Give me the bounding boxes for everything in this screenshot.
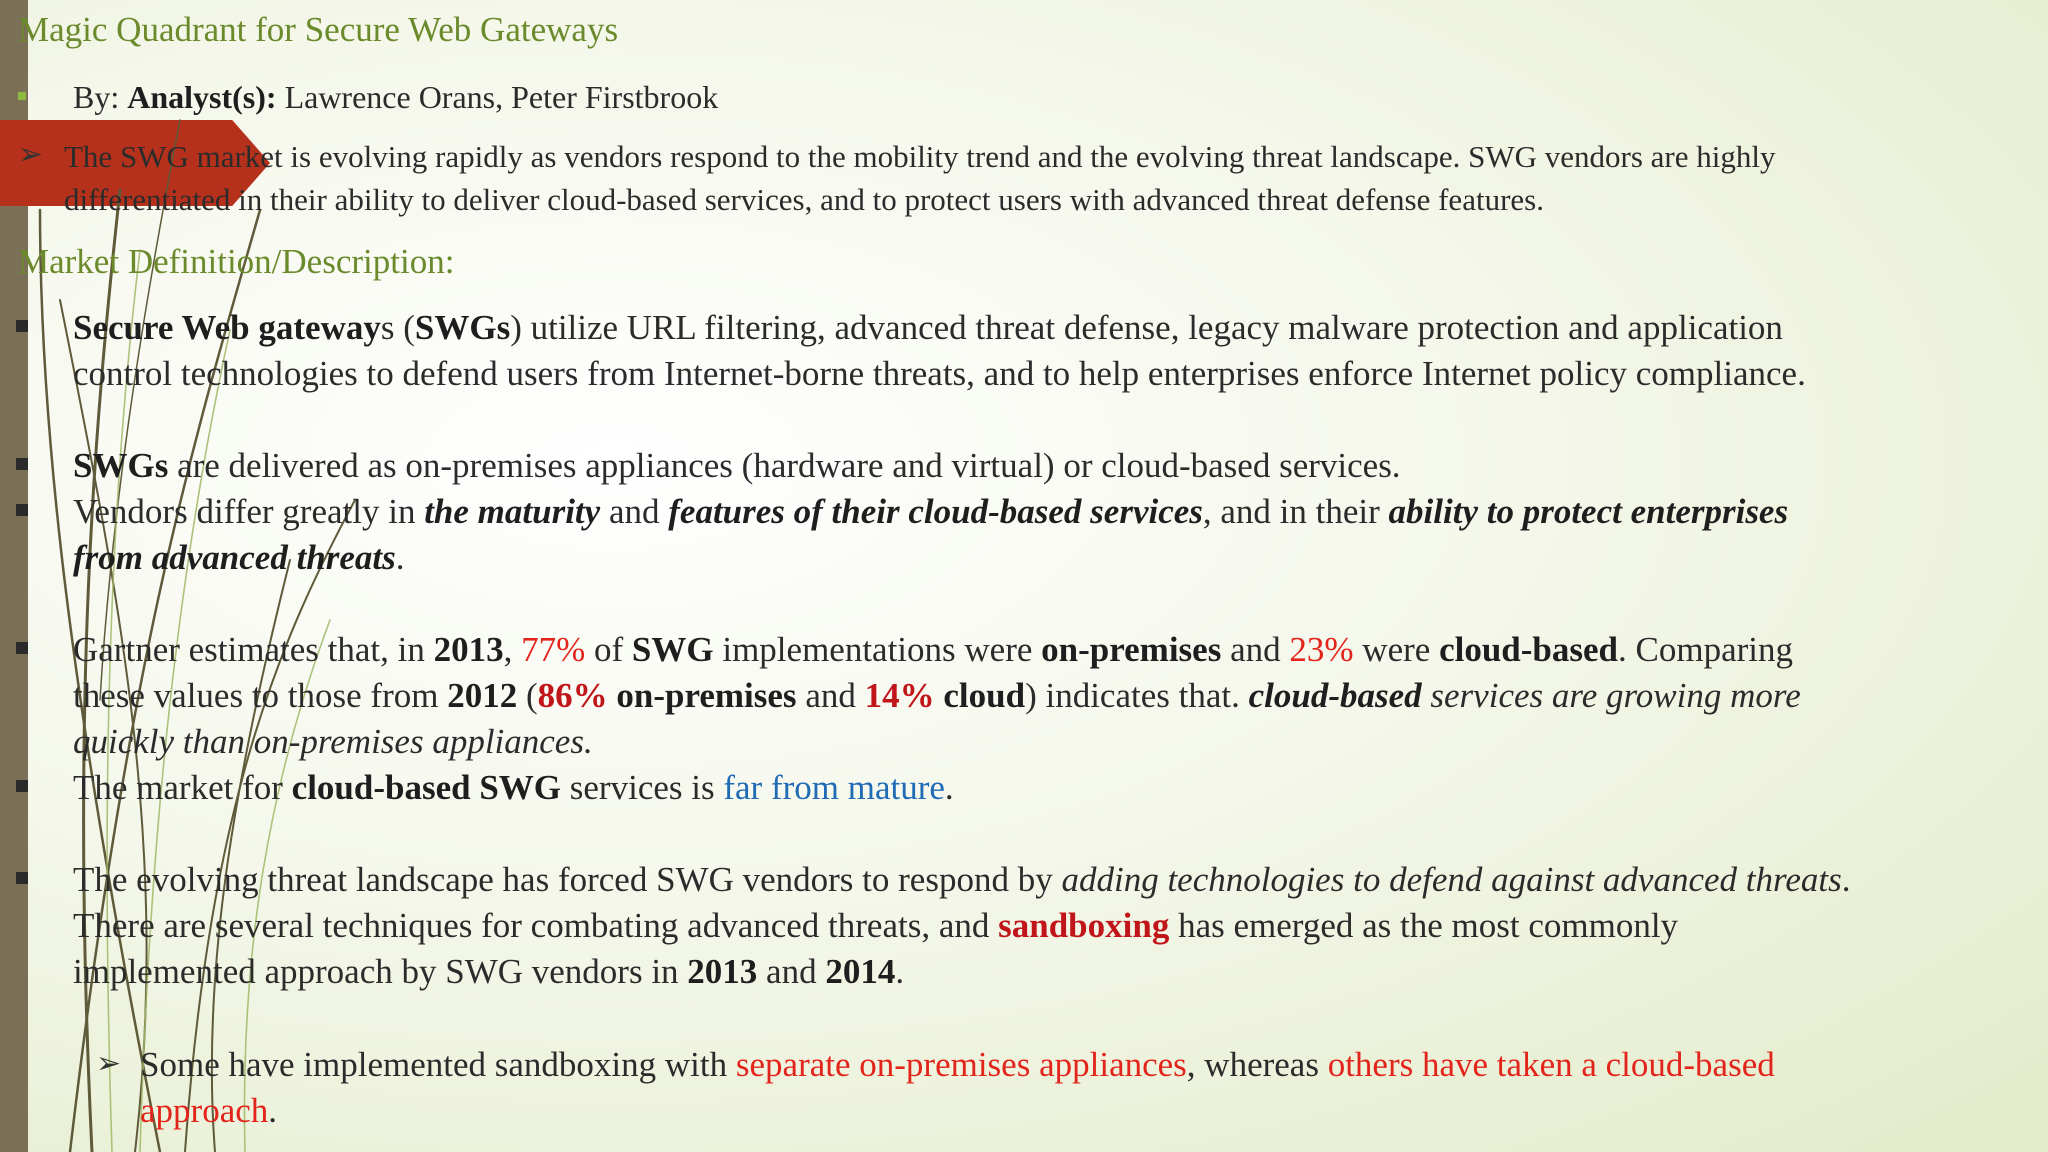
text-run: . [1841,860,1851,899]
highlight-percentage: 14% [864,676,935,715]
text-run: The market for [73,768,292,807]
text-run: ) utilize URL filtering, advanced threat defense, legacy malware protection and application [510,308,1783,347]
text-run: ( [517,676,538,715]
text-run: Vendors differ greatly in [73,492,425,531]
highlight-sandboxing: sandboxing [998,906,1170,945]
paragraph-2 [73,443,1401,489]
text-bold-italic: ability to protect enterprises [1388,492,1789,531]
text-run: of [585,630,632,669]
bullet-marker [16,780,28,792]
text-bold: 2014 [825,952,896,991]
paragraph-7-line-2 [140,1088,277,1134]
highlight-phrase: others have taken a cloud-based [1327,1045,1775,1084]
paragraph-1-line-1 [73,305,1783,351]
text-run: , and in their [1202,492,1389,531]
text-italic: services are growing more [1421,676,1801,715]
text-run: , [503,630,522,669]
byline [73,74,718,120]
text-bold: 2013 [433,630,504,669]
text-run: . Comparing [1618,630,1793,669]
bullet-marker [16,642,28,654]
paragraph-3-line-1 [73,489,1788,535]
text-run: implementations were [713,630,1042,669]
paragraph-1-line-2: control technologies to defend users from Internet-borne threats, and to help enterprises enforce Internet policy compliance. [73,354,1806,393]
byline-prefix: By: [73,79,128,115]
byline-label: Analyst(s): [127,79,277,115]
bullet-marker [16,872,28,884]
text-run: . [395,538,405,577]
text-bold: cloud-based [1439,630,1618,669]
paragraph-6-line-3 [73,949,904,995]
text-run: ) indicates that. [1025,676,1249,715]
text-run: these values to those from [73,676,448,715]
text-bold: cloud [934,676,1026,715]
summary-line-1: The SWG market is evolving rapidly as vendors respond to the mobility trend and the evolving threat landscape. SWG vendors are highly [64,139,1776,174]
section-heading: Market Definition/Description: [18,242,455,281]
text-italic: adding technologies to defend against advanced threats [1061,860,1842,899]
text-run: . [895,952,905,991]
text-run: The evolving threat landscape has forced SWG vendors to respond by [73,860,1062,899]
text-bold: 2013 [687,952,758,991]
highlight-percentage: 23% [1289,630,1354,669]
text-bold: SWG [631,630,714,669]
highlight-phrase: separate on-premises appliances [735,1045,1187,1084]
text-run: services is [561,768,724,807]
text-run: Gartner estimates that, in [73,630,434,669]
text-run: and [757,952,826,991]
bullet-marker [16,504,28,516]
paragraph-3-line-2 [73,535,405,581]
text-run: , whereas [1186,1045,1328,1084]
text-bold: SWGs [73,446,169,485]
text-run: and [1221,630,1290,669]
text-bold: Secure Web gateway [73,308,381,347]
summary-line-2: differentiated in their ability to deliver cloud-based services, and to protect users with advanced threat defense features. [64,182,1544,217]
text-bold: on-premises [1041,630,1222,669]
text-bold-italic: features of their cloud-based services [668,492,1203,531]
paragraph-6-line-2 [73,903,1678,949]
text-bold-italic: from advanced threats [73,538,396,577]
paragraph-4-line-3: quickly than on-premises appliances. [73,722,593,761]
paragraph-7-line-1 [140,1042,1775,1088]
highlight-percentage: 86% [537,676,608,715]
text-bold: 2012 [447,676,518,715]
text-run: and [796,676,865,715]
text-bold: on-premises [607,676,797,715]
bullet-marker [18,92,26,100]
arrow-bullet-icon: ➢ [18,138,44,171]
text-run: There are several techniques for combating advanced threats, and [73,906,999,945]
text-run: . [268,1091,278,1130]
text-run: implemented approach by SWG vendors in [73,952,688,991]
slide-title: Magic Quadrant for Secure Web Gateways [18,10,619,49]
paragraph-4-line-1 [73,627,1793,673]
text-bold-italic: cloud-based [1248,676,1422,715]
text-run: Some have implemented sandboxing with [140,1045,736,1084]
text-run: are delivered as on-premises appliances (hardware and virtual) or cloud-based services. [168,446,1401,485]
highlight-percentage: 77% [521,630,586,669]
text-bold: cloud-based SWG [291,768,562,807]
text-run: were [1353,630,1440,669]
byline-names: Lawrence Orans, Peter Firstbrook [276,79,719,115]
bullet-marker [16,320,28,332]
text-bold: SWGs [414,308,511,347]
text-run: and [600,492,669,531]
paragraph-5 [73,765,954,811]
bullet-marker [16,458,28,470]
text-run: . [944,768,954,807]
text-run: s ( [380,308,415,347]
text-bold-italic: the maturity [424,492,601,531]
arrow-bullet-icon: ➢ [96,1047,122,1080]
paragraph-4-line-2 [73,673,1801,719]
paragraph-6-line-1 [73,857,1850,903]
highlight-phrase: far from mature [723,768,945,807]
highlight-phrase: approach [140,1091,269,1130]
text-run: has emerged as the most commonly [1169,906,1679,945]
